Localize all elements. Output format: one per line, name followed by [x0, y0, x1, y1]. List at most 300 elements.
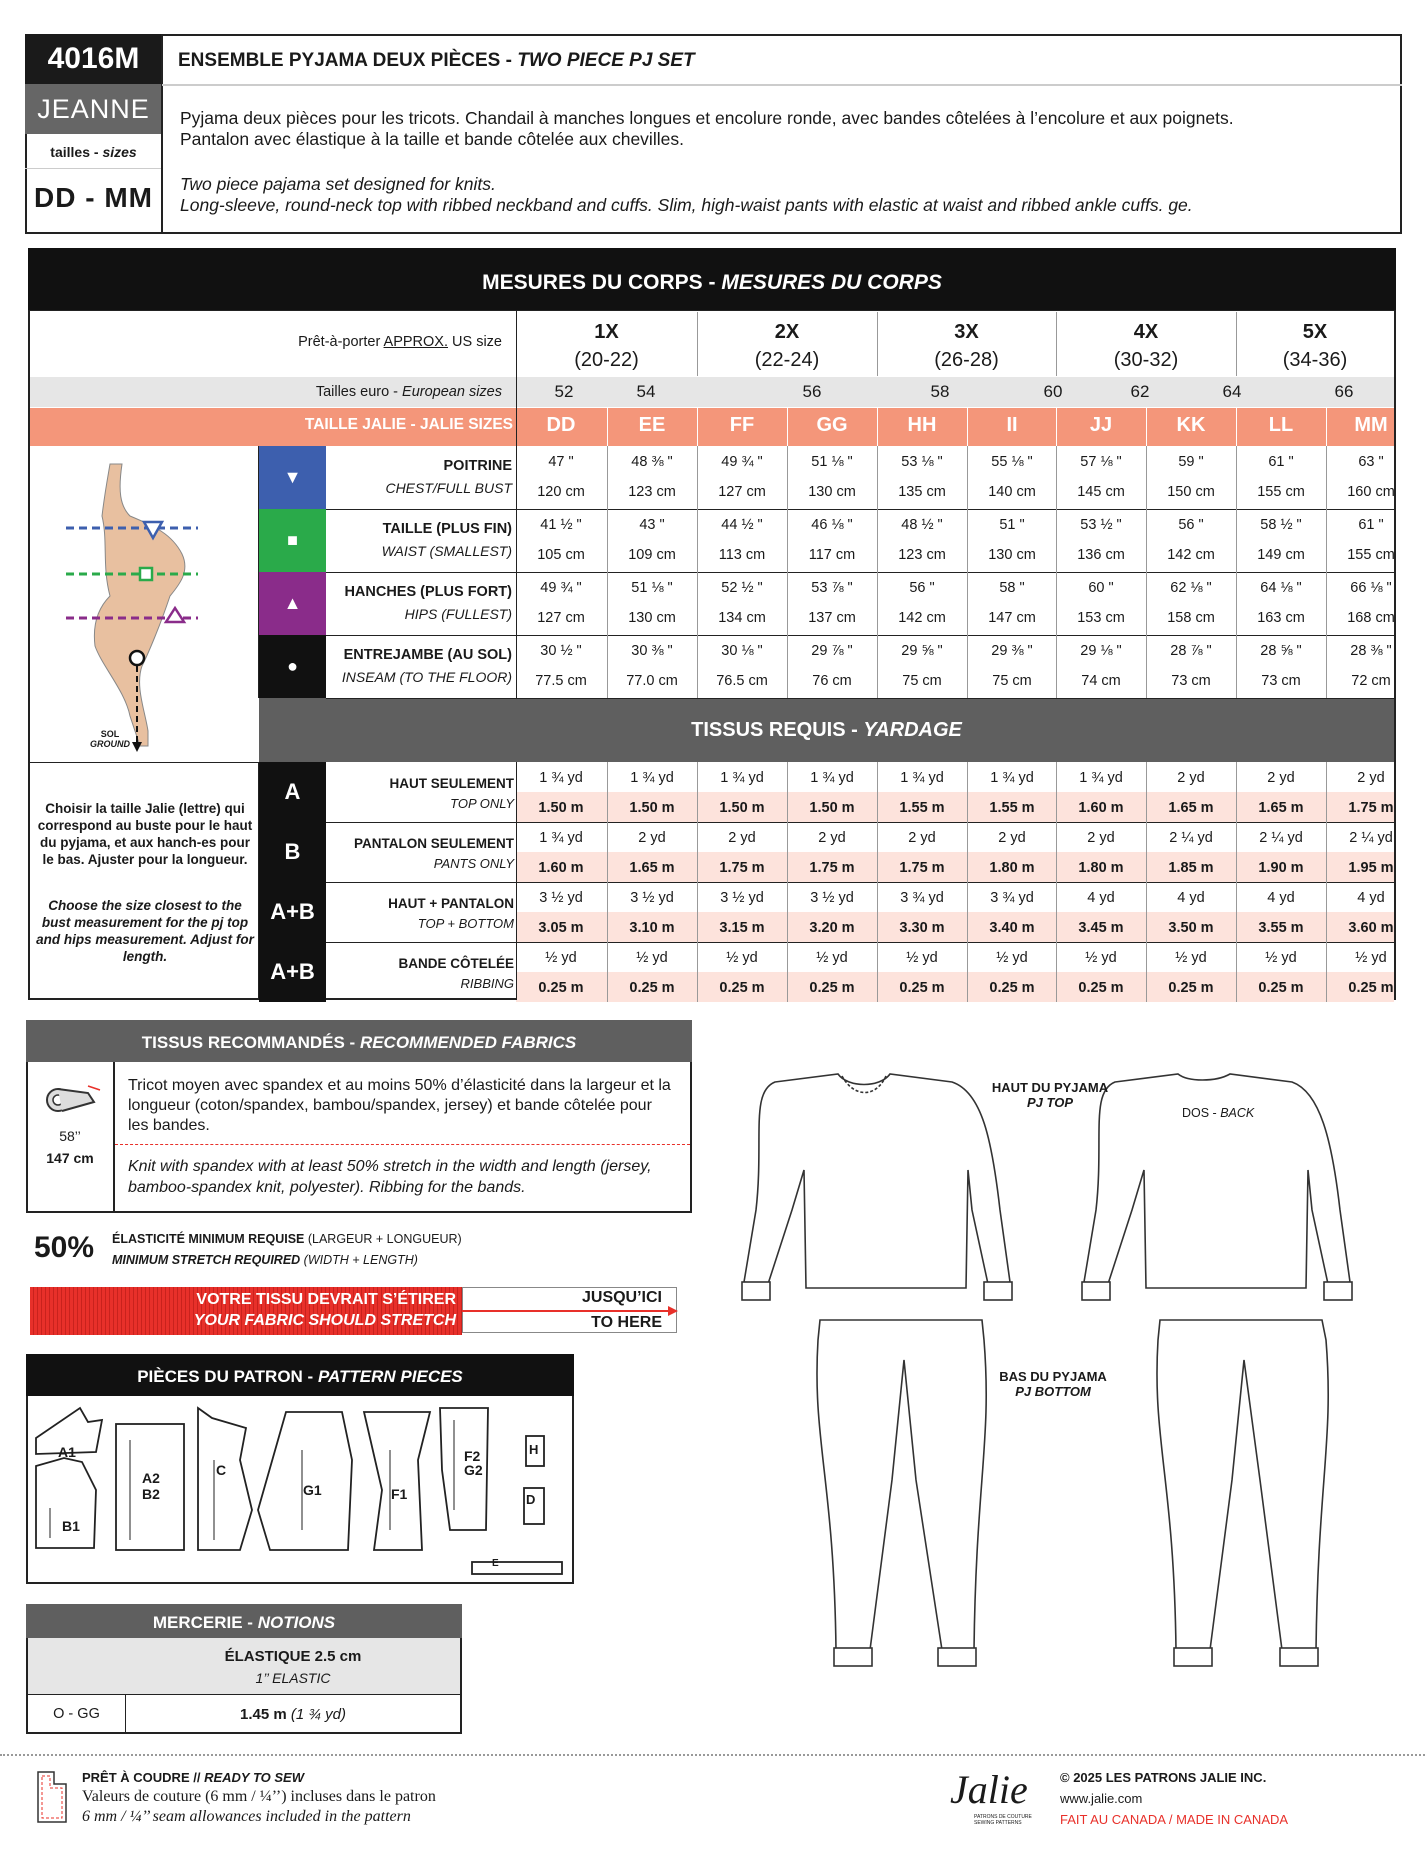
measure-label-en: INSEAM (TO THE FLOOR) [341, 669, 512, 685]
measure-inch: 53 ⅛ " [901, 454, 943, 470]
measure-cm: 117 cm [808, 547, 856, 563]
measure-label-fr: POITRINE [443, 458, 512, 474]
rtw-size-code: 3X [954, 321, 979, 343]
rtw-size-range: (22-24) [754, 349, 820, 371]
notions-title: MERCERIE - NOTIONS [26, 1604, 462, 1638]
yardage-yd: 2 ¼ yd [1259, 830, 1303, 846]
piece-label-c: C [216, 1462, 227, 1478]
yardage-yd: ½ yd [1085, 950, 1117, 966]
yardage-m: 0.25 m [629, 980, 675, 996]
yardage-m: 3.50 m [1168, 920, 1214, 936]
divider [1056, 882, 1057, 942]
stretch-label-en: MINIMUM STRETCH REQUIRED (WIDTH + LENGTH) [112, 1253, 418, 1267]
divider [967, 762, 968, 822]
measure-cm: 105 cm [537, 547, 585, 563]
measure-inch: 43 " [639, 517, 665, 533]
measure-cm: 149 cm [1257, 547, 1305, 563]
yardage-yd: 4 yd [1177, 890, 1205, 906]
divider [326, 509, 1394, 510]
divider [697, 312, 698, 376]
divider [607, 509, 608, 572]
measure-inch: 49 ¾ " [540, 580, 582, 596]
measure-inch: 46 ⅛ " [811, 517, 853, 533]
rtw-size-range: (20-22) [574, 349, 639, 371]
divider [1056, 822, 1057, 882]
yardage-label-fr: HAUT + PANTALON [388, 896, 514, 911]
yardage-yd: ½ yd [545, 950, 577, 966]
stretch-to-fr: JUSQU’ICI [581, 1289, 662, 1306]
yardage-m: 1.50 m [809, 800, 855, 816]
divider [967, 509, 968, 572]
measure-inch: 28 ⅜ " [1350, 643, 1392, 659]
body-figure-illustration [30, 446, 258, 758]
divider [258, 762, 259, 1000]
divider [697, 882, 698, 942]
measure-inch: 29 ⅝ " [901, 643, 943, 659]
divider [1326, 942, 1327, 1002]
measure-inch: 63 " [1358, 454, 1384, 470]
measure-cm: 74 cm [1081, 673, 1121, 689]
measure-cm: 168 cm [1347, 610, 1395, 626]
measure-cm: 72 cm [1351, 673, 1391, 689]
yardage-yd: ½ yd [816, 950, 848, 966]
divider [967, 408, 968, 446]
jalie-size: HH [907, 414, 937, 436]
measure-label-en: HIPS (FULLEST) [404, 606, 512, 622]
divider [607, 635, 608, 698]
rtw-size-range: (26-28) [934, 349, 999, 371]
top-drawing-label: HAUT DU PYJAMA PJ TOP [991, 1080, 1109, 1110]
measure-cm: 135 cm [898, 484, 946, 500]
jalie-size: KK [1176, 414, 1206, 436]
yardage-m: 1.55 m [989, 800, 1035, 816]
seam-allowance-icon [34, 1768, 70, 1826]
measure-label-fr: TAILLE (PLUS FIN) [382, 521, 512, 537]
divider [607, 822, 608, 882]
divider [326, 635, 1394, 636]
measure-inch: 58 " [999, 580, 1025, 596]
yardage-yd: 3 ½ yd [630, 890, 674, 906]
divider [1056, 572, 1057, 635]
measure-cm: 109 cm [628, 547, 676, 563]
measure-inch: 64 ⅛ " [1260, 580, 1302, 596]
divider [1236, 882, 1237, 942]
euro-size: 64 [1222, 382, 1242, 401]
yardage-yd: 2 yd [1177, 770, 1205, 786]
yardage-label-en: RIBBING [460, 976, 514, 991]
yardage-yd: 3 ½ yd [539, 890, 583, 906]
yardage-yd: ½ yd [1355, 950, 1387, 966]
jalie-size: EE [638, 414, 666, 436]
yardage-m: 1.75 m [899, 860, 945, 876]
made-in-canada: FAIT AU CANADA / MADE IN CANADA [1060, 1812, 1289, 1827]
divider [1236, 762, 1237, 822]
measure-inch: 51 ⅛ " [811, 454, 853, 470]
divider [1056, 312, 1057, 376]
jalie-size: LL [1268, 414, 1294, 436]
divider [1056, 762, 1057, 822]
divider [877, 408, 878, 446]
measure-cm: 113 cm [718, 547, 766, 563]
measure-cm: 134 cm [718, 610, 766, 626]
divider [607, 408, 608, 446]
yardage-yd: 3 ¾ yd [900, 890, 944, 906]
fabric-roll-icon [44, 1080, 104, 1116]
yardage-yd: 2 yd [998, 830, 1026, 846]
fabrics-text-fr: Tricot moyen avec spandex et au moins 50% d’élasticité dans la largeur et la longueur (coton/spandex, bambou/spandex, jersey) et bande côtelée pour les bandes. [128, 1077, 671, 1134]
euro-size: 52 [554, 382, 574, 401]
yardage-m: 1.65 m [1168, 800, 1214, 816]
yardage-m: 1.50 m [538, 800, 584, 816]
divider [967, 572, 968, 635]
yardage-yd: ½ yd [1175, 950, 1207, 966]
piece-label-g1: G1 [303, 1482, 322, 1498]
euro-size: 60 [1043, 382, 1063, 401]
measure-cm: 147 cm [988, 610, 1036, 626]
measure-cm: 127 cm [537, 610, 585, 626]
yardage-m: 1.75 m [1348, 800, 1394, 816]
divider [967, 822, 968, 882]
yardage-code-2: A+B [259, 882, 326, 942]
divider [1056, 408, 1057, 446]
divider [787, 509, 788, 572]
divider [877, 882, 878, 942]
jalie-size: MM [1354, 414, 1388, 436]
measure-inch: 60 " [1088, 580, 1114, 596]
yardage-m: 3.20 m [809, 920, 855, 936]
measure-inch: 62 ⅛ " [1170, 580, 1212, 596]
measure-inch: 48 ⅜ " [631, 454, 673, 470]
yardage-m: 3.60 m [1348, 920, 1394, 936]
measure-cm: 155 cm [1347, 547, 1395, 563]
divider [787, 635, 788, 698]
copyright: © 2025 LES PATRONS JALIE INC. [1060, 1770, 1267, 1785]
measure-inch: 47 " [548, 454, 574, 470]
rtw-size-code: 2X [774, 321, 800, 343]
measure-cm: 145 cm [1077, 484, 1125, 500]
rtw-size-2 [877, 318, 1056, 374]
seam-text-en: 6 mm / ¼’’ seam allowances included in the pattern [82, 1808, 411, 1825]
divider [326, 942, 1394, 943]
yardage-yd: 3 ½ yd [720, 890, 764, 906]
yardage-m: 1.50 m [719, 800, 765, 816]
measure-inch: 29 ⅞ " [811, 643, 853, 659]
yardage-m: 1.50 m [629, 800, 675, 816]
yardage-code-1: B [259, 822, 326, 882]
yardage-title: TISSUS REQUIS - YARDAGE [259, 698, 1394, 762]
divider [113, 1062, 115, 1213]
measure-inch: 29 ⅜ " [991, 643, 1033, 659]
pattern-title: ENSEMBLE PYJAMA DEUX PIÈCES - TWO PIECE PJ SET [178, 50, 695, 71]
piece-label-a1: A1 [58, 1444, 76, 1460]
yardage-yd: 2 yd [638, 830, 666, 846]
notions-qty: 1.45 m (1 ¾ yd) [240, 1706, 346, 1723]
jalie-size: DD [546, 414, 576, 436]
measure-label-fr: ENTREJAMBE (AU SOL) [343, 647, 512, 663]
yardage-m: 1.60 m [538, 860, 584, 876]
divider [1326, 882, 1327, 942]
measure-symbol-3: ● [259, 635, 326, 698]
measure-inch: 61 " [1358, 517, 1384, 533]
divider [1056, 446, 1057, 509]
measure-cm: 142 cm [1167, 547, 1215, 563]
rtw-size-3 [1056, 318, 1236, 374]
divider [1326, 762, 1327, 822]
measure-cm: 130 cm [628, 610, 676, 626]
measure-inch: 28 ⅝ " [1260, 643, 1302, 659]
divider [30, 762, 259, 763]
divider [1326, 509, 1327, 572]
yardage-yd: ½ yd [906, 950, 938, 966]
divider [787, 822, 788, 882]
divider [877, 635, 878, 698]
measure-cm: 137 cm [808, 610, 856, 626]
yardage-m: 3.05 m [538, 920, 584, 936]
notions-item-en: 1’’ ELASTIC [255, 1670, 331, 1686]
yardage-yd: 1 ¾ yd [1079, 770, 1123, 786]
measure-inch: 55 ⅛ " [991, 454, 1033, 470]
footer-divider [0, 1754, 1425, 1757]
pattern-pieces-title: PIÈCES DU PATRON - PATTERN PIECES [26, 1354, 574, 1396]
fabrics-text-en: Knit with spandex with at least 50% stretch in the width and length (jersey, bamboo-spandex knit, polyester). Ribbing for the bands. [128, 1158, 652, 1196]
divider [787, 408, 788, 446]
measure-cm: 75 cm [902, 673, 942, 689]
euro-size: 66 [1334, 382, 1354, 401]
divider [1236, 635, 1237, 698]
divider [697, 509, 698, 572]
yardage-m: 1.55 m [899, 800, 945, 816]
euro-size: 54 [636, 382, 656, 401]
measure-cm: 142 cm [898, 610, 946, 626]
yardage-yd: 3 ¾ yd [990, 890, 1034, 906]
euro-size: 58 [930, 382, 950, 401]
piece-label-f1: F1 [391, 1486, 408, 1502]
yardage-m: 0.25 m [538, 980, 584, 996]
yardage-yd: 1 ¾ yd [539, 770, 583, 786]
divider [1146, 762, 1147, 822]
yardage-yd: 2 yd [818, 830, 846, 846]
yardage-label-en: TOP + BOTTOM [417, 916, 514, 931]
measure-symbol-2: ▲ [259, 572, 326, 635]
measure-inch: 57 ⅛ " [1080, 454, 1122, 470]
stretch-bar-en: YOUR FABRIC SHOULD STRETCH [193, 1312, 456, 1329]
divider [787, 446, 788, 509]
measure-inch: 52 ½ " [721, 580, 763, 596]
rtw-size-1 [697, 318, 877, 374]
measure-symbol-0: ▼ [259, 446, 326, 509]
jalie-logo-sub: PATRONS DE COUTURE SEWING PATTERNS [974, 1814, 1032, 1826]
yardage-yd: 1 ¾ yd [539, 830, 583, 846]
divider [697, 408, 698, 446]
jalie-size-label: TAILLE JALIE - JALIE SIZES [304, 416, 513, 433]
yardage-m: 3.55 m [1258, 920, 1304, 936]
jalie-size: II [1006, 414, 1018, 436]
measure-cm: 160 cm [1347, 484, 1395, 500]
back-label: DOS - BACK [1182, 1106, 1255, 1120]
measure-symbol-1: ■ [259, 509, 326, 572]
seam-text-fr: Valeurs de couture (6 mm / ¼’’) incluses dans le patron [82, 1788, 436, 1805]
divider [1146, 882, 1147, 942]
rtw-size-4 [1236, 318, 1394, 374]
yardage-yd: ½ yd [726, 950, 758, 966]
euro-size: 56 [802, 382, 822, 401]
divider [1236, 822, 1237, 882]
rtw-size-code: 5X [1302, 321, 1328, 343]
divider [877, 942, 878, 1002]
measure-cm: 120 cm [537, 484, 585, 500]
rtw-size-code: 1X [594, 321, 619, 343]
divider [787, 942, 788, 1002]
yardage-m: 0.25 m [1168, 980, 1214, 996]
divider [115, 1144, 690, 1146]
divider [967, 635, 968, 698]
measure-inch: 30 ⅜ " [631, 643, 673, 659]
divider [787, 572, 788, 635]
divider [1236, 509, 1237, 572]
measure-cm: 73 cm [1171, 673, 1211, 689]
divider [1146, 509, 1147, 572]
yardage-m: 1.80 m [989, 860, 1035, 876]
euro-label: Tailles euro - European sizes [315, 384, 502, 400]
yardage-yd: 1 ¾ yd [990, 770, 1034, 786]
yardage-yd: 2 ¼ yd [1169, 830, 1213, 846]
divider [607, 882, 608, 942]
divider [877, 312, 878, 376]
measure-inch: 59 " [1178, 454, 1204, 470]
jalie-size: FF [729, 414, 755, 436]
piece-label-f2: F2 [464, 1448, 481, 1464]
rtw-label: Prêt-à-porter APPROX. US size [298, 334, 502, 350]
divider [697, 942, 698, 1002]
divider [1236, 408, 1237, 446]
size-range: DD - MM [34, 182, 153, 213]
stretch-label-fr: ÉLASTICITÉ MINIMUM REQUISE (LARGEUR + LONGUEUR) [112, 1232, 462, 1246]
divider [1326, 572, 1327, 635]
divider [787, 762, 788, 822]
rtw-size-code: 4X [1133, 321, 1159, 343]
measure-inch: 61 " [1268, 454, 1294, 470]
measure-cm: 163 cm [1257, 610, 1305, 626]
notions-range: O - GG [53, 1706, 100, 1722]
piece-label-b1: B1 [62, 1518, 80, 1534]
measure-inch: 56 " [909, 580, 935, 596]
yardage-m: 1.95 m [1348, 860, 1394, 876]
measure-inch: 49 ¾ " [721, 454, 763, 470]
measure-label-en: WAIST (SMALLEST) [381, 543, 512, 559]
measure-inch: 41 ½ " [540, 517, 582, 533]
measure-inch: 44 ½ " [721, 517, 763, 533]
measure-inch: 56 " [1178, 517, 1204, 533]
website-link[interactable]: www.jalie.com [1060, 1791, 1143, 1806]
divider [697, 635, 698, 698]
measure-inch: 28 ⅞ " [1170, 643, 1212, 659]
stretch-percent: 50% [34, 1231, 95, 1264]
yardage-yd: 2 yd [728, 830, 756, 846]
divider [607, 762, 608, 822]
divider [877, 509, 878, 572]
divider [326, 822, 1394, 823]
yardage-m: 1.90 m [1258, 860, 1304, 876]
measure-cm: 77.5 cm [535, 673, 587, 689]
divider [28, 1694, 460, 1695]
yardage-yd: 1 ¾ yd [720, 770, 764, 786]
yardage-m: 1.65 m [1258, 800, 1304, 816]
yardage-yd: 2 yd [908, 830, 936, 846]
yardage-yd: 2 yd [1087, 830, 1115, 846]
measure-inch: 30 ½ " [540, 643, 582, 659]
divider [25, 168, 162, 169]
ground-label: SOL GROUND [90, 729, 130, 749]
measure-cm: 130 cm [988, 547, 1036, 563]
measure-inch: 53 ⅞ " [811, 580, 853, 596]
measure-cm: 73 cm [1261, 673, 1301, 689]
measure-inch: 58 ½ " [1260, 517, 1302, 533]
measure-inch: 51 ⅛ " [631, 580, 673, 596]
measure-cm: 136 cm [1077, 547, 1125, 563]
fabrics-title: TISSUS RECOMMANDÉS - RECOMMENDED FABRICS [26, 1020, 692, 1062]
divider [1326, 635, 1327, 698]
rtw-size-range: (30-32) [1113, 349, 1179, 371]
measure-cm: 127 cm [718, 484, 766, 500]
piece-label-e: E [492, 1558, 499, 1569]
ready-to-sew: PRÊT À COUDRE // READY TO SEW [82, 1770, 305, 1785]
measure-cm: 155 cm [1257, 484, 1305, 500]
yardage-m: 1.60 m [1078, 800, 1124, 816]
divider [877, 446, 878, 509]
yardage-m: 0.25 m [899, 980, 945, 996]
jalie-logo: Jalie [950, 1767, 1028, 1812]
measure-cm: 158 cm [1167, 610, 1215, 626]
euro-size: 62 [1130, 382, 1150, 401]
yardage-m: 1.85 m [1168, 860, 1214, 876]
divider [1056, 942, 1057, 1002]
stretch-bar-fr: VOTRE TISSU DEVRAIT S’ÉTIRER [196, 1291, 456, 1308]
divider [607, 572, 608, 635]
yardage-m: 0.25 m [1258, 980, 1304, 996]
yardage-code-3: A+B [259, 942, 326, 1002]
yardage-yd: 2 yd [1357, 770, 1385, 786]
divider [30, 310, 1394, 311]
divider [326, 572, 1394, 573]
divider [697, 762, 698, 822]
divider [1146, 446, 1147, 509]
yardage-m: 1.75 m [719, 860, 765, 876]
yardage-m: 0.25 m [719, 980, 765, 996]
measure-cm: 123 cm [628, 484, 676, 500]
measure-inch: 48 ½ " [901, 517, 943, 533]
divider [162, 84, 1402, 86]
yardage-m: 3.15 m [719, 920, 765, 936]
rtw-size-0 [516, 318, 697, 374]
yardage-m: 0.25 m [809, 980, 855, 996]
pattern-pieces-diagram [30, 1400, 570, 1580]
fabric-width-in: 58’’ [59, 1128, 81, 1144]
divider [1146, 942, 1147, 1002]
bottom-drawing-label: BAS DU PYJAMA PJ BOTTOM [999, 1369, 1107, 1399]
divider [1326, 446, 1327, 509]
piece-label-a2: A2 [142, 1470, 160, 1486]
yardage-label-fr: HAUT SEULEMENT [389, 776, 514, 791]
divider [1146, 635, 1147, 698]
yardage-yd: 2 yd [1267, 770, 1295, 786]
description-fr: Pyjama deux pièces pour les tricots. Chandail à manches longues et encolure ronde, avec bandes côtelées à l’encolure et aux poignets. Pantalon avec élastique à la taille et bande côtelée aux chevilles. [180, 108, 1234, 149]
divider [516, 762, 517, 1000]
piece-label-g2: G2 [464, 1462, 483, 1478]
divider [516, 310, 517, 698]
piece-label-b2: B2 [142, 1486, 160, 1502]
sizes-label: tailles - sizes [50, 144, 137, 160]
divider [1056, 509, 1057, 572]
